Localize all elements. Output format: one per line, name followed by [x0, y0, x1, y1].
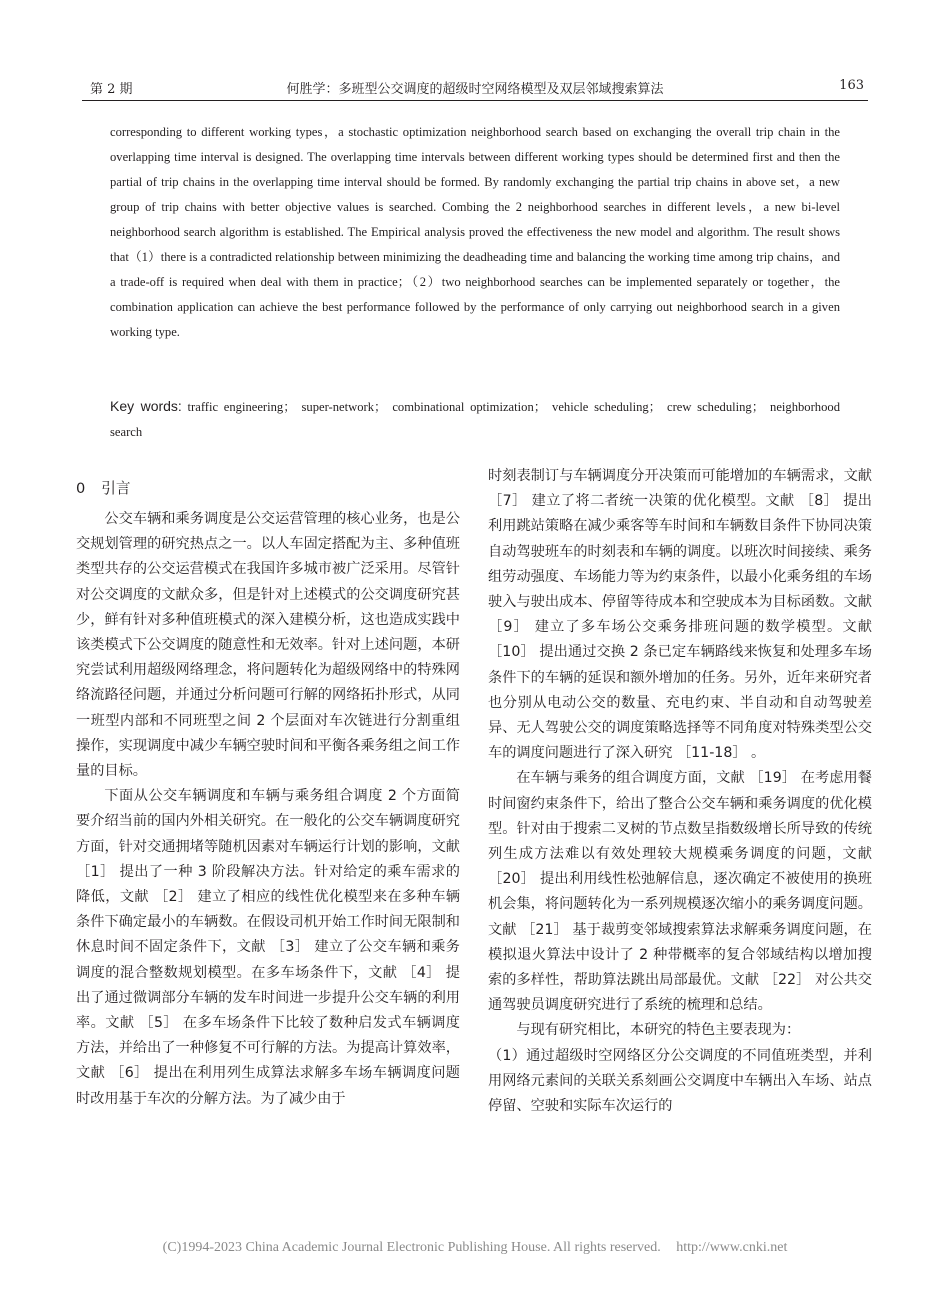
english-abstract: corresponding to different working types，a stochastic optimization neighborhood search based on exchanging the overall trip chain in the overlapping time interval is designed. The overlapping time intervals between different working types should be determined first and then the partial of trip chains in the overlapping time interval should be formed. By randomly exchanging the partial trip chains in above set，a new group of trip chains with better objective values is searched. Combing the 2 neighborhood searches in different levels，a new bi-level neighborhood search algorithm is established. The Empirical analysis proved the effectiveness the new model and algorithm. The result shows that（1）there is a contradicted relationship between minimizing the deadheading time and balancing the working time among trip chains，and a trade-off is required when deal with them in practice；（2）two neighborhood searches can be implemented separately or together，the combination application can achieve the best performance followed by the performance of only carrying out neighborhood search in a given working type. — [110, 125, 840, 339]
header-divider — [82, 100, 868, 101]
page-number: 163 — [839, 78, 864, 93]
running-title: 何胜学：多班型公交调度的超级时空网络模型及双层邻域搜索算法 — [286, 82, 664, 97]
paragraph: 在车辆与乘务的组合调度方面，文献 ［19］ 在考虑用餐时间窗约束条件下，给出了整合公交车辆和乘务调度的优化模型。针对由于搜索二叉树的节点数呈指数级增长所导致的传统列生成方法难以有效处理较大规模乘务调度的问题，文献 ［20］ 提出利用线性松弛解信息，逐次确定不被使用的换班机会集，将问题转化为一系列规模逐次缩小的乘务调度问题。文献 ［21］ 基于裁剪变邻域搜索算法求解乘务调度问题，在模拟退火算法中设计了 2 种带概率的复合邻域结构以增加搜索的多样性，帮助算法跳出局部最优。文献 ［22］ 对公共交通驾驶员调度研究进行了系统的梳理和总结。 — [488, 770, 872, 1014]
left-column — [76, 462, 460, 1112]
running-header — [82, 78, 868, 100]
footer-url: http://www.cnki.net — [676, 1240, 788, 1255]
right-column — [488, 464, 872, 1119]
keywords-block — [110, 394, 840, 445]
section-heading — [76, 476, 460, 501]
paragraph: 公交车辆和乘务调度是公交运营管理的核心业务，也是公交规划管理的研究热点之一。以人车固定搭配为主、多种值班类型共存的公交运营模式在我国许多城市被广泛采用。尽管针对公交调度的文献众多，但是针对上述模式的公交调度研究甚少，鲜有针对多种值班模式的深入建模分析，这也造成实践中该类模式下公交调度的随意性和无效率。针对上述问题，本研究尝试利用超级网络理念，将问题转化为超级网络中的特殊网络流路径问题，并通过分析问题可行解的网络拓扑形式，从同一班型内部和不同班型之间 2 个层面对车次链进行分割重组操作，实现调度中减少车辆空驶时间和平衡各乘务组之间工作量的目标。 — [76, 511, 460, 780]
copyright-text: (C)1994-2023 China Academic Journal Electronic Publishing House. All rights reserved. — [162, 1240, 661, 1255]
issue-number: 第 2 期 — [90, 82, 133, 97]
section-title: 引言 — [101, 480, 131, 497]
paragraph-continued: 时刻表制订与车辆调度分开决策而可能增加的车辆需求，文献 ［7］ 建立了将二者统一决策的优化模型。文献 ［8］ 提出利用跳站策略在减少乘客等车时间和车辆数目条件下协同决策自动驾驶班车的时刻表和车辆的调度。以班次时间接续、乘务组劳动强度、车场能力等为约束条件，以最小化乘务组的车场驶入与驶出成本、停留等待成本和空驶成本为目标函数。文献 ［9］ 建立了多车场公交乘务排班问题的数学模型。文献 ［10］ 提出通过交换 2 条已定车辆路线来恢复和处理多车场条件下的车辆的延误和额外增加的任务。另外，近年来研究者也分别从电动公交的数量、充电约束、半自动和自动驾驶差异、无人驾驶公交的调度策略选择等不同角度对特殊类型公交车的调度问题进行了深入研究 ［11-18］ 。 — [488, 468, 872, 762]
paragraph: 与现有研究相比，本研究的特色主要表现为： — [516, 1022, 801, 1039]
section-number: 0 — [76, 480, 86, 497]
list-item: （1）通过超级时空网络区分公交调度的不同值班类型，并利用网络元素间的关联关系刻画公交调度中车辆出入车场、站点停留、空驶和实际车次运行的 — [488, 1047, 872, 1115]
keywords-label: Key words: — [110, 398, 182, 414]
keywords-text: traffic engineering； super-network； combinational optimization； vehicle scheduling； crew scheduling； neighborhood search — [110, 400, 840, 439]
paragraph: 下面从公交车辆调度和车辆与乘务组合调度 2 个方面简要介绍当前的国内外相关研究。在一般化的公交车辆调度研究方面，针对交通拥堵等随机因素对车辆运行计划的影响，文献 ［1］ 提出了一种 3 阶段解决方法。针对给定的乘车需求的降低，文献 ［2］ 建立了相应的线性优化模型来在多种车辆条件下确定最小的车辆数。在假设司机开始工作时间无限制和休息时间不固定条件下，文献 ［3］ 建立了公交车辆和乘务调度的混合整数规划模型。在多车场条件下，文献 ［4］ 提出了通过微调部分车辆的发车时间进一步提升公交车辆的利用率。文献 ［5］ 在多车场条件下比较了数种启发式车辆调度方法，并给出了一种修复不可行解的方法。为提高计算效率，文献 ［6］ 提出在利用列生成算法求解多车场车辆调度问题时改用基于车次的分解方法。为了减少由于 — [76, 788, 460, 1107]
copyright-footer — [0, 1240, 950, 1256]
